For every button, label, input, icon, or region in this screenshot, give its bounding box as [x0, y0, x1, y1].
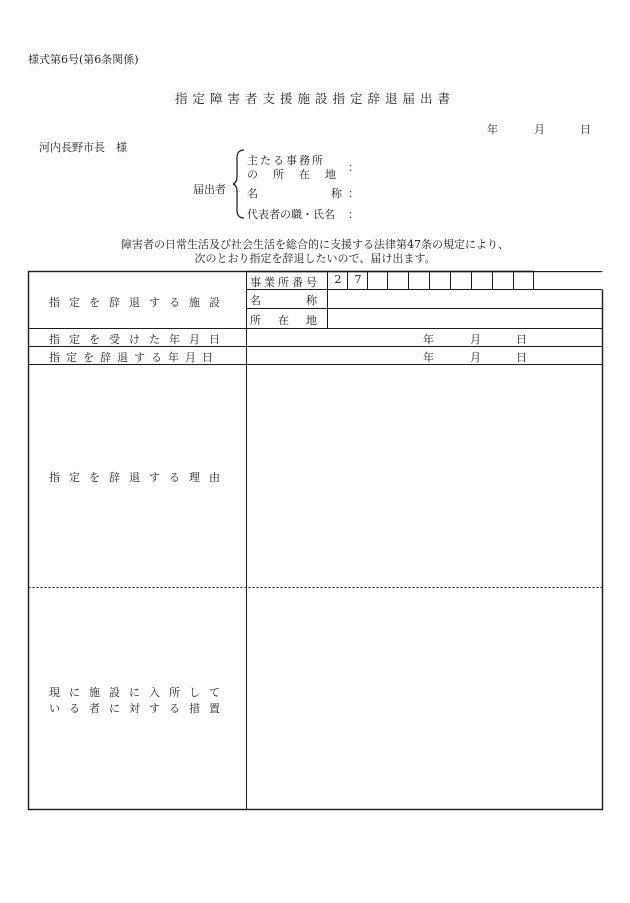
addressee: 河内長野市長 様: [39, 141, 127, 154]
office-number-label: 事業所番号: [250, 276, 320, 289]
date-year-label: 年: [487, 123, 498, 136]
address-label-line2: の 所 在 地: [247, 168, 338, 181]
intro-line1: 障害者の日常生活及び社会生活を総合的に支援する法律第47条の規定により、: [121, 238, 509, 251]
measures-label-line2: いる者に対する措置: [49, 702, 229, 715]
withdrawal-month: 月: [470, 351, 481, 364]
document-title: 指定障害者支援施設指定辞退届出書: [174, 91, 455, 106]
facility-name-label: 名 称: [250, 294, 320, 307]
withdrawal-day: 日: [516, 351, 527, 364]
facility-location-label: 所 在 地: [250, 314, 320, 327]
office-number-digit-2[interactable]: 7: [354, 273, 362, 286]
measures-label-line1: 現に施設に入所して: [49, 686, 229, 699]
measures-field[interactable]: [247, 588, 602, 809]
representative-colon: ：: [348, 208, 359, 221]
date-day-label: 日: [580, 123, 591, 136]
designation-month: 月: [470, 333, 481, 346]
submitter-label: 届出者: [193, 183, 226, 196]
intro-line2: 次のとおり指定を辞退したいので、届け出ます。: [194, 252, 436, 265]
reason-label: 指定を辞退する理由: [49, 471, 229, 484]
form-number: 様式第6号(第6条関係): [28, 53, 139, 66]
date-month-label: 月: [534, 123, 545, 136]
name-label: 名 称: [247, 187, 345, 200]
facility-label: 指定を辞退する施設: [49, 296, 229, 309]
withdrawal-date-label: 指定を辞退する年月日: [49, 351, 219, 364]
designation-date-label: 指定を受けた年月日: [49, 333, 229, 346]
withdrawal-year: 年: [423, 351, 434, 364]
address-colon: ：: [348, 161, 359, 174]
facility-name-field[interactable]: [328, 290, 602, 308]
name-colon: ：: [348, 187, 359, 200]
office-number-digit-1[interactable]: 2: [334, 273, 342, 286]
designation-day: 日: [516, 333, 527, 346]
facility-location-field[interactable]: [328, 309, 602, 328]
representative-label: 代表者の職・氏名: [247, 208, 335, 221]
designation-year: 年: [423, 333, 434, 346]
address-label-line1: 主たる事務所: [247, 154, 325, 167]
reason-field[interactable]: [247, 365, 602, 587]
